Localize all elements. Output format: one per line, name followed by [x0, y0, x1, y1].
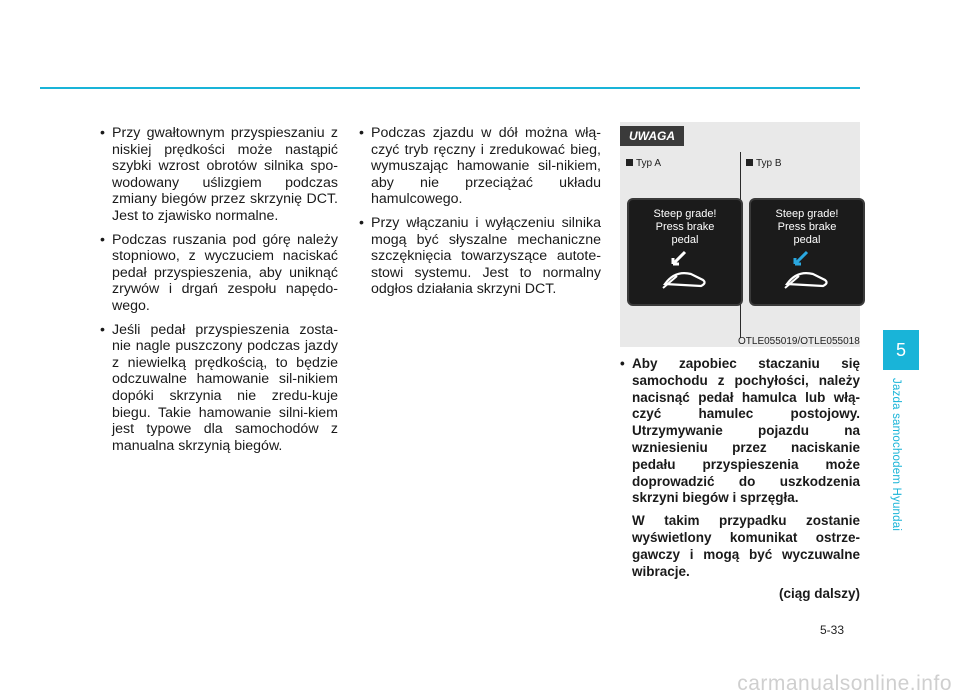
panel-b-label: Typ B — [746, 158, 782, 169]
warning-badge: UWAGA — [620, 126, 684, 146]
screen-message-line: Press brake — [777, 221, 837, 233]
screen-message-line: pedal — [671, 234, 699, 246]
page-number: 5-33 — [820, 623, 845, 637]
brake-pedal-icon — [779, 250, 839, 290]
bullet-item: • Przy włączaniu i wyłączeniu silnika mogą być słyszalne mechaniczne szczęknięcia towarzyszące autote-stowi systemu. Jest to normalny odgłos działania skrzyni DCT. — [357, 215, 601, 298]
bullet-item: • Podczas ruszania pod górę należy stopniowo, z wyczuciem naciskać pedał przyspieszenia, aby uniknąć zrywów i drgań zespołu napędo-wego. — [98, 232, 338, 315]
top-rule — [40, 87, 860, 89]
continued-label: (ciąg dalszy) — [778, 586, 860, 602]
bullet-item: • Przy gwałtownym przyspieszaniu z niskiej prędkości może nastąpić szybki wzrost obrotów silnika spo-wodowany uślizgiem podczas zmiany biegów przez skrzynię DCT. Jest to zjawisko normalne. — [98, 125, 338, 225]
warning-text — [620, 356, 860, 603]
bullet-item: • Podczas zjazdu w dół można włą-czyć tryb ręczny i zredukować bieg, wymuszając hamowanie sil-nikiem, aby nie przeciążać układu hamulcowego. — [357, 125, 601, 208]
screen-message-line: Steep grade! — [775, 208, 839, 220]
middle-column — [357, 125, 601, 305]
warning-paragraph: W takim przypadku zostanie wyświetlony komunikat ostrze-gawczy i mogą być wyczuwalne wibracje. — [632, 513, 860, 579]
arrow-down-icon — [795, 252, 807, 264]
chapter-tab: 5 — [883, 330, 919, 370]
screen-message-line: Press brake — [655, 221, 715, 233]
square-bullet-icon — [746, 159, 753, 166]
panel-a-label: Typ A — [626, 158, 661, 169]
arrow-down-icon — [673, 252, 685, 264]
warning-paragraph: • Aby zapobiec staczaniu się samochodu z pochyłości, należy nacisnąć pedał hamulca lub włą-czyć hamulec postojowy. Utrzymywanie pojazdu na wzniesieniu przez naciskanie pedału przyspieszenia może doprowadzić do uszkodzenia skrzyni biegów i sprzęgła. — [620, 356, 860, 507]
brake-pedal-icon — [657, 250, 717, 290]
screen-message-line: Steep grade! — [653, 208, 717, 220]
chapter-title: Jazda samochodem Hyundai — [890, 378, 902, 532]
square-bullet-icon — [626, 159, 633, 166]
screen-message-line: pedal — [793, 234, 821, 246]
left-column — [98, 125, 338, 461]
bullet-item: • Jeśli pedał przyspieszenia zosta-nie nagle puszczony podczas jazdy z niewielką prędkością, to będzie odczuwalne hamowanie sil-nikiem dopóki skrzynia nie zredu-kuje biegu. Takie hamowanie silni-kiem jest typowe dla samochodów z manualna skrzynią biegów. — [98, 322, 338, 455]
image-code: OTLE055019/OTLE055018 — [738, 336, 860, 347]
cluster-screen-a — [627, 198, 743, 306]
watermark: carmanualsonline.info — [737, 672, 952, 695]
cluster-screen-b — [749, 198, 865, 306]
